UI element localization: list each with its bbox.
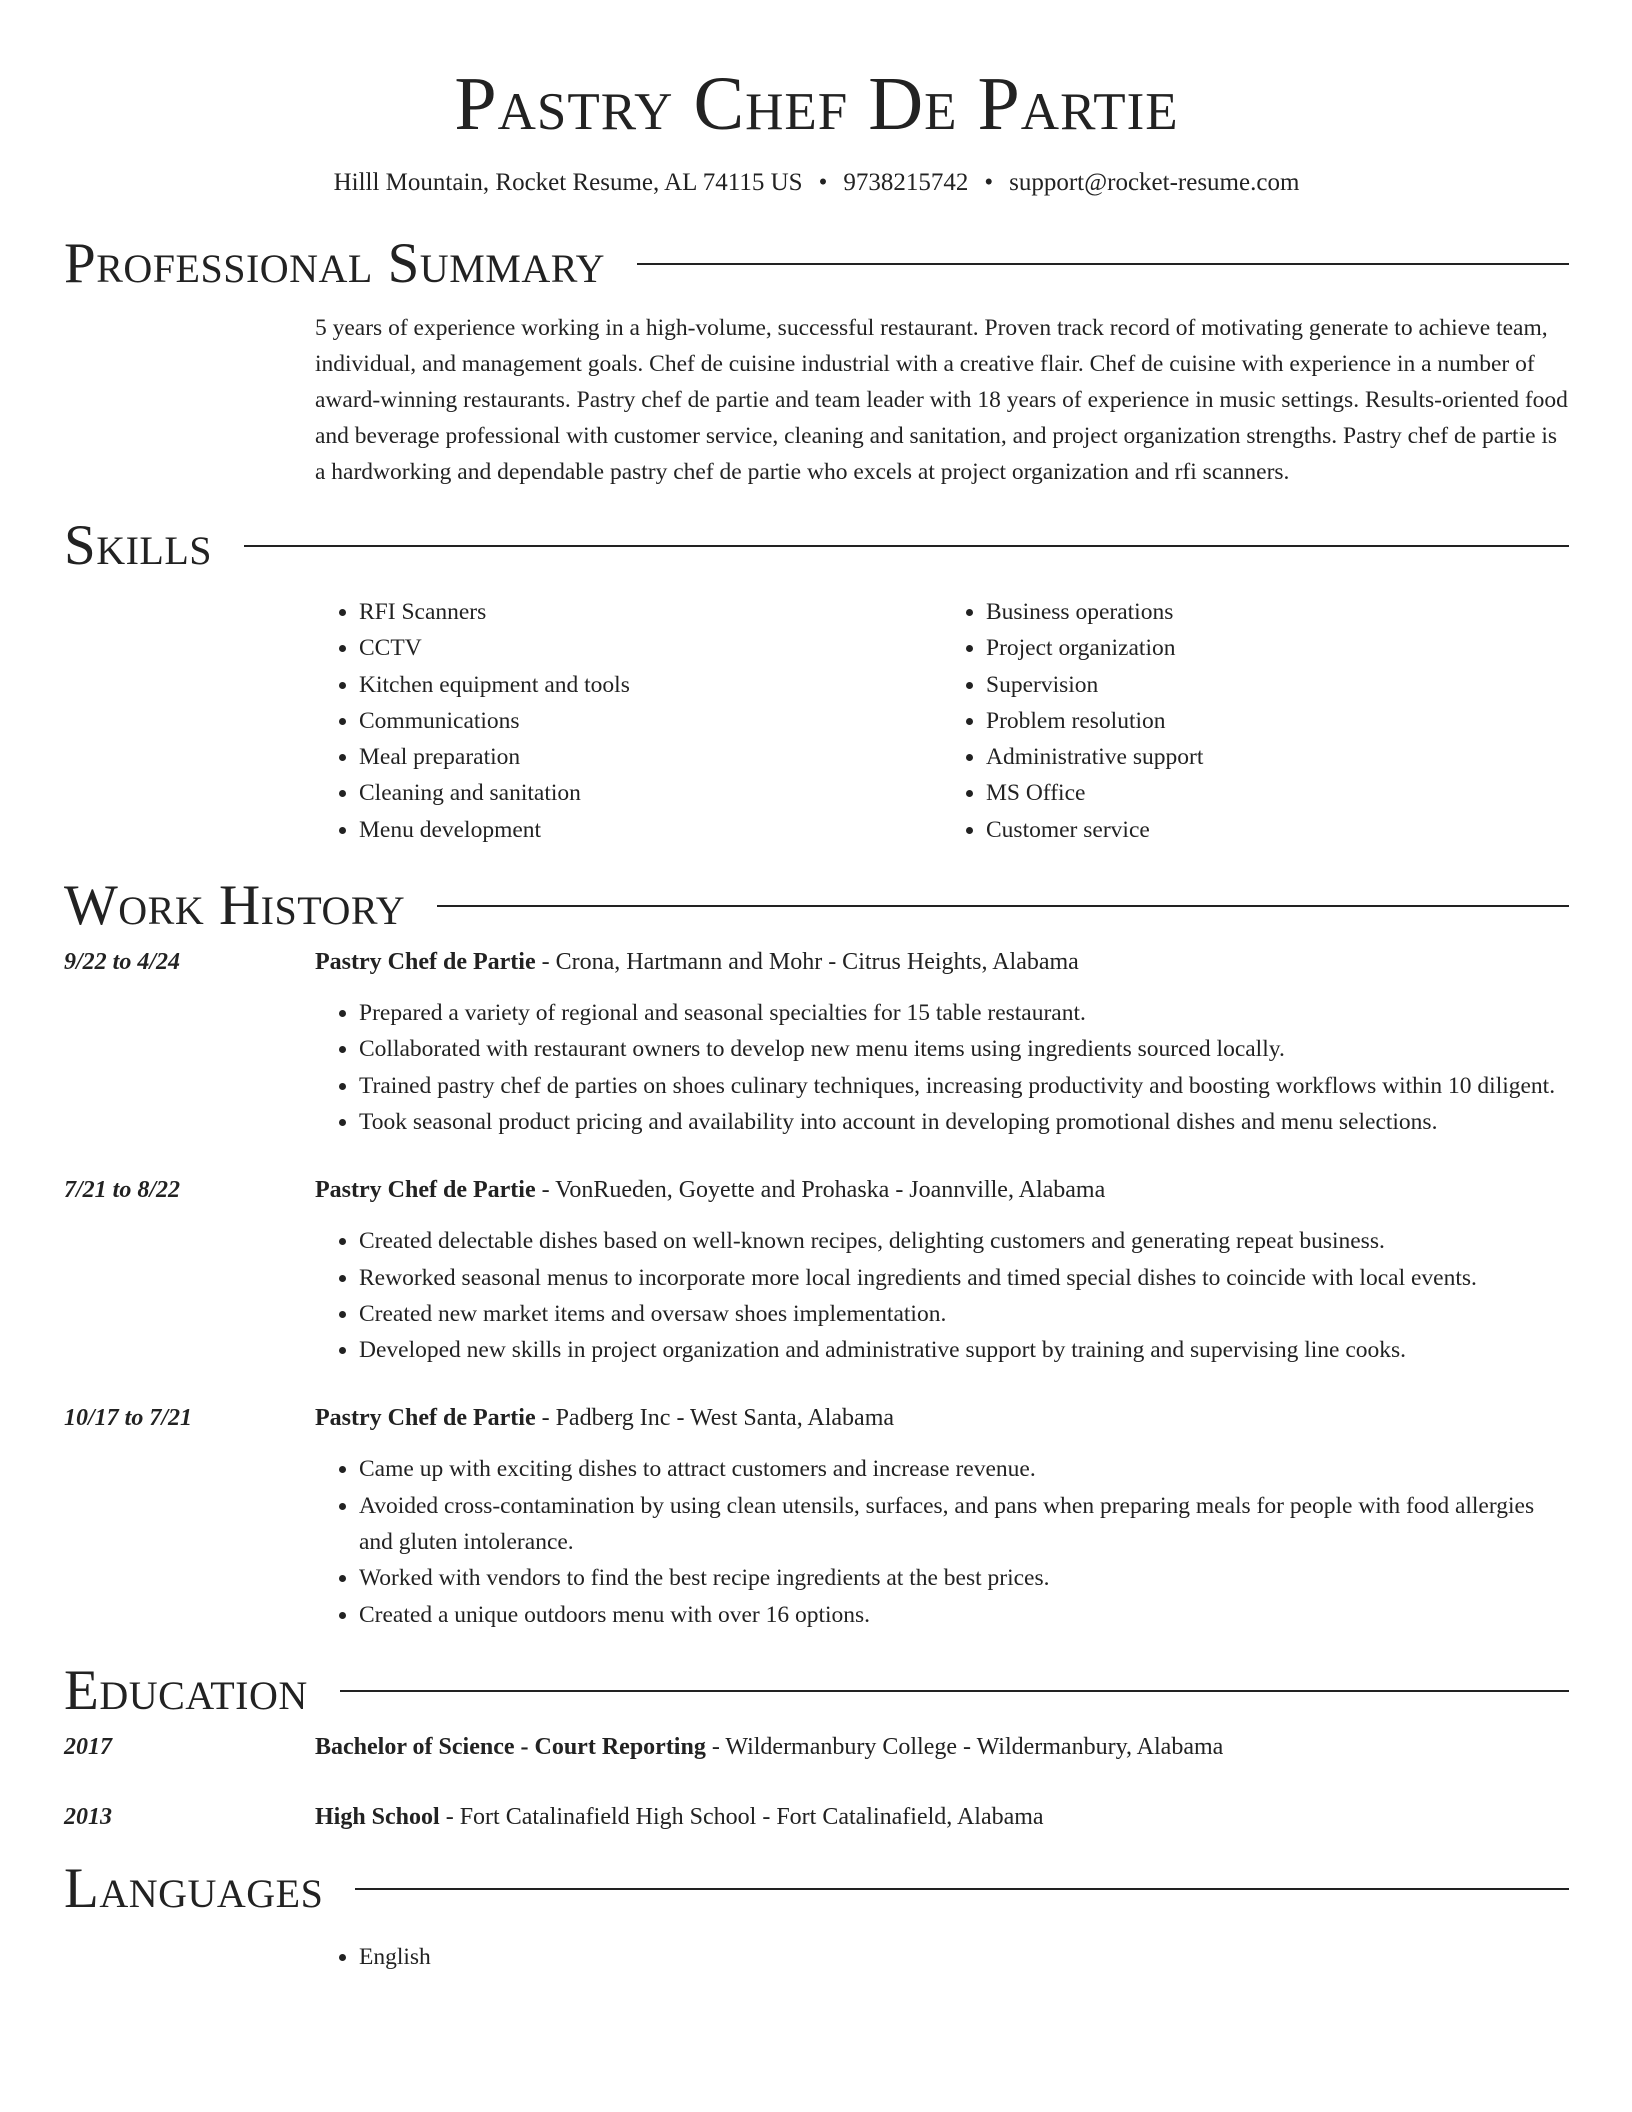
job-bullet: • Created delectable dishes based on well-known recipes, delighting customers and generating repeat business.	[359, 1223, 1569, 1259]
skill-item: • Supervision	[986, 667, 1569, 703]
education-details: - Fort Catalinafield High School - Fort Catalinafield, Alabama	[439, 1803, 1044, 1830]
job-details: - Crona, Hartmann and Mohr - Citrus Heights, Alabama	[535, 949, 1079, 976]
section-divider	[637, 263, 1569, 265]
education-details: - Wildermanbury College - Wildermanbury, Alabama	[705, 1733, 1224, 1760]
section-divider	[244, 545, 1569, 547]
job-entry	[64, 1400, 1569, 1436]
job-entry	[64, 944, 1569, 980]
job-bullets	[315, 995, 1569, 1140]
job-entry	[64, 1172, 1569, 1208]
contact-line	[64, 168, 1569, 198]
job-dates: 10/17 to 7/21	[64, 1405, 193, 1432]
job-bullet: • Worked with vendors to find the best recipe ingredients at the best prices.	[359, 1560, 1569, 1596]
job-title: Pastry Chef de Partie	[315, 1405, 536, 1432]
section-divider	[355, 1888, 1569, 1890]
job-bullets	[315, 1451, 1569, 1632]
summary-section-header	[64, 232, 1569, 296]
skill-item: • MS Office	[986, 775, 1569, 811]
education-year: 2013	[64, 1803, 112, 1830]
skill-item: • Problem resolution	[986, 703, 1569, 739]
skill-item: • CCTV	[359, 630, 942, 666]
job-title-line	[315, 1172, 1105, 1208]
skill-item: • Business operations	[986, 594, 1569, 630]
languages-list	[315, 1939, 1569, 1975]
work-heading: Work History	[64, 874, 406, 938]
job-bullet: • Prepared a variety of regional and seasonal specialties for 15 table restaurant.	[359, 995, 1569, 1031]
language-item: • English	[359, 1939, 1569, 1975]
job-details: - Padberg Inc - West Santa, Alabama	[535, 1405, 895, 1432]
skills-list	[315, 594, 1569, 848]
job-title-line	[315, 944, 1079, 980]
skill-item: • Administrative support	[986, 739, 1569, 775]
job-bullet: • Trained pastry chef de parties on shoes culinary techniques, increasing productivity and boosting workflows within 10 diligent.	[359, 1068, 1569, 1104]
job-bullet: • Avoided cross-contamination by using clean utensils, surfaces, and pans when preparing meals for people with food allergies and gluten intolerance.	[359, 1488, 1569, 1561]
skill-item: • Project organization	[986, 630, 1569, 666]
summary-heading: Professional Summary	[64, 232, 606, 295]
job-title: Pastry Chef de Partie	[315, 1177, 536, 1204]
education-degree: Bachelor of Science - Court Reporting	[315, 1733, 706, 1760]
section-divider	[340, 1690, 1569, 1692]
job-bullets	[315, 1223, 1569, 1368]
job-dates: 7/21 to 8/22	[64, 1177, 181, 1204]
skill-item: • Cleaning and sanitation	[359, 775, 942, 811]
education-section-header	[64, 1659, 1569, 1723]
education-heading: Education	[64, 1658, 308, 1722]
job-bullet: • Took seasonal product pricing and availability into account in developing promotional dishes and menu selections.	[359, 1104, 1569, 1140]
skills-heading: Skills	[64, 514, 213, 577]
job-dates: 9/22 to 4/24	[64, 949, 181, 976]
education-entry	[64, 1729, 1569, 1765]
contact-separator: •	[984, 169, 994, 196]
languages-section-header	[64, 1857, 1569, 1921]
job-title: Pastry Chef de Partie	[315, 949, 536, 976]
job-bullet: • Created a unique outdoors menu with over 16 options.	[359, 1597, 1569, 1633]
contact-email: support@rocket-resume.com	[1009, 169, 1300, 196]
job-bullet: • Reworked seasonal menus to incorporate more local ingredients and timed special dishes to coincide with local events.	[359, 1260, 1569, 1296]
work-section-header	[64, 874, 1569, 938]
job-details: - VonRueden, Goyette and Prohaska - Joannville, Alabama	[535, 1177, 1106, 1204]
skills-column-right	[942, 594, 1569, 848]
skill-item: • Kitchen equipment and tools	[359, 667, 942, 703]
skill-item: • Menu development	[359, 812, 942, 848]
education-line	[315, 1729, 1223, 1765]
education-year: 2017	[64, 1733, 112, 1760]
job-bullet: • Developed new skills in project organization and administrative support by training and supervising line cooks.	[359, 1332, 1569, 1368]
contact-phone: 9738215742	[843, 169, 969, 196]
skills-column-left	[315, 594, 942, 848]
resume-name: Pastry Chef De Partie	[454, 62, 1179, 146]
education-degree: High School	[315, 1803, 440, 1830]
contact-separator: •	[818, 169, 828, 196]
education-entry	[64, 1799, 1569, 1835]
job-title-line	[315, 1400, 894, 1436]
job-bullet: • Collaborated with restaurant owners to develop new menu items using ingredients sourced locally.	[359, 1031, 1569, 1067]
skill-item: • Customer service	[986, 812, 1569, 848]
job-bullet: • Created new market items and oversaw shoes implementation.	[359, 1296, 1569, 1332]
job-bullet: • Came up with exciting dishes to attract customers and increase revenue.	[359, 1451, 1569, 1487]
skills-section-header	[64, 514, 1569, 578]
skill-item: • RFI Scanners	[359, 594, 942, 630]
education-line	[315, 1799, 1044, 1835]
skill-item: • Meal preparation	[359, 739, 942, 775]
skill-item: • Communications	[359, 703, 942, 739]
contact-address: Hilll Mountain, Rocket Resume, AL 74115 US	[333, 169, 803, 196]
section-divider	[437, 905, 1569, 907]
summary-text: 5 years of experience working in a high-volume, successful restaurant. Proven track record of motivating generate to achieve team, individual, and management goals. Chef de cuisine industrial with a creative flair. Chef de cuisine with experience in a number of award-winning restaurants. Pastry chef de partie and team leader with 18 years of experience in music settings. Results-oriented food and beverage professional with customer service, cleaning and sanitation, and project organization strengths. Pastry chef de partie is a hardworking and dependable pastry chef de partie who excels at project organization and rfi scanners.	[315, 315, 1568, 485]
languages-heading: Languages	[64, 1856, 324, 1920]
